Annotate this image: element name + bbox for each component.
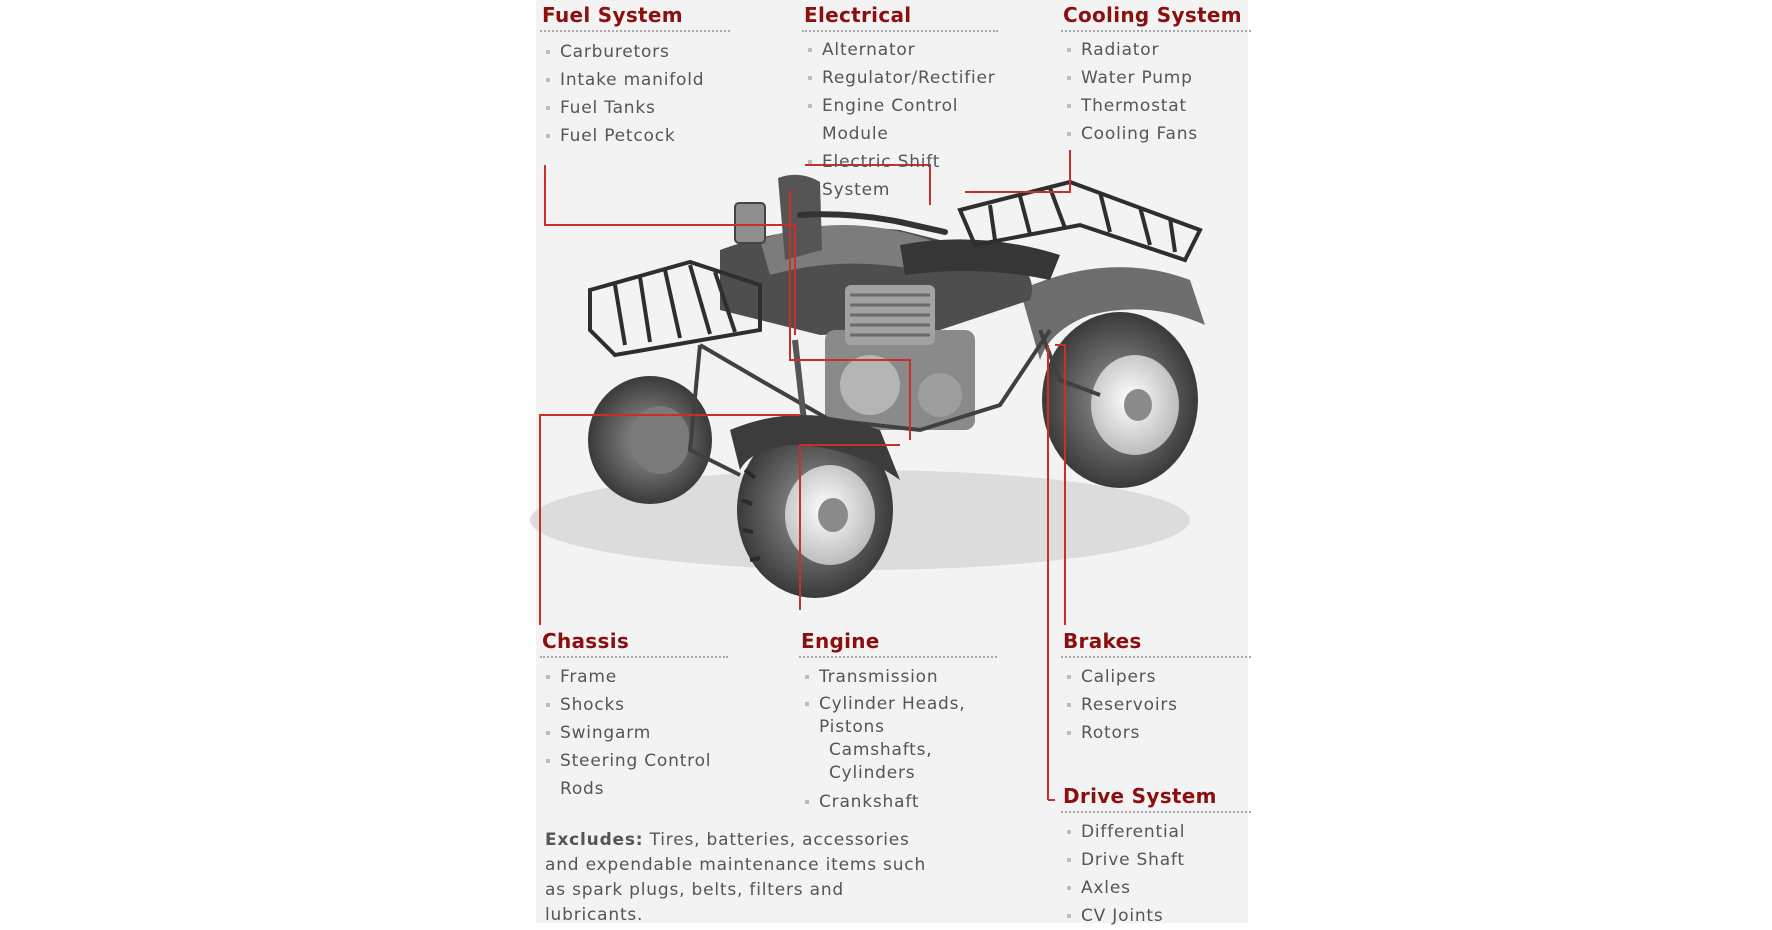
electrical-items xyxy=(802,36,998,204)
cooling-items xyxy=(1061,36,1251,148)
section-title-fuel: Fuel System xyxy=(540,2,730,32)
list-item: Drive Shaft xyxy=(1061,846,1251,874)
list-item: Differential xyxy=(1061,818,1251,846)
section-chassis xyxy=(540,628,728,803)
list-item: Intake manifold xyxy=(540,66,730,94)
list-item: Thermostat xyxy=(1061,92,1251,120)
section-drive-system xyxy=(1061,783,1251,930)
section-title-electrical: Electrical xyxy=(802,2,998,32)
list-item-line: Camshafts, Cylinders xyxy=(829,740,933,783)
list-item: Shocks xyxy=(540,691,728,719)
list-item: Transmission xyxy=(799,663,997,691)
section-fuel-system xyxy=(540,2,730,150)
fuel-items xyxy=(540,38,730,150)
drive-items xyxy=(1061,818,1251,930)
list-item: Crankshaft xyxy=(799,788,997,816)
list-item: Alternator xyxy=(802,36,998,64)
section-electrical xyxy=(802,2,998,204)
section-brakes xyxy=(1061,628,1251,747)
list-item: Fuel Petcock xyxy=(540,122,730,150)
list-item-line: Cylinder Heads, Pistons xyxy=(819,694,966,737)
brakes-items xyxy=(1061,663,1251,747)
list-item: Electric Shift System xyxy=(802,148,998,204)
chassis-items xyxy=(540,663,728,803)
list-item: Fuel Tanks xyxy=(540,94,730,122)
list-item xyxy=(799,691,997,788)
section-title-brakes: Brakes xyxy=(1061,628,1251,658)
section-title-drive: Drive System xyxy=(1061,783,1251,813)
list-item: Carburetors xyxy=(540,38,730,66)
section-title-chassis: Chassis xyxy=(540,628,728,658)
section-cooling-system xyxy=(1061,2,1251,148)
list-item: Rotors xyxy=(1061,719,1251,747)
excludes-label: Excludes: xyxy=(545,830,644,850)
list-item: Radiator xyxy=(1061,36,1251,64)
list-item: Regulator/Rectifier xyxy=(802,64,998,92)
list-item: CV Joints xyxy=(1061,902,1251,930)
excludes-text: Tires, batteries, accessories and expendable maintenance items such as spark plugs, belts, filters and lubricants. xyxy=(545,830,927,925)
list-item: Frame xyxy=(540,663,728,691)
section-title-engine: Engine xyxy=(799,628,997,658)
list-item: Axles xyxy=(1061,874,1251,902)
engine-items xyxy=(799,663,997,816)
section-engine xyxy=(799,628,997,816)
list-item: Swingarm xyxy=(540,719,728,747)
list-item: Cooling Fans xyxy=(1061,120,1251,148)
list-item: Water Pump xyxy=(1061,64,1251,92)
headlight xyxy=(735,203,765,243)
list-item: Engine Control Module xyxy=(802,92,998,148)
list-item: Reservoirs xyxy=(1061,691,1251,719)
list-item: Calipers xyxy=(1061,663,1251,691)
section-title-cooling: Cooling System xyxy=(1061,2,1251,32)
list-item: Steering Control Rods xyxy=(540,747,728,803)
excludes-note xyxy=(545,828,935,928)
